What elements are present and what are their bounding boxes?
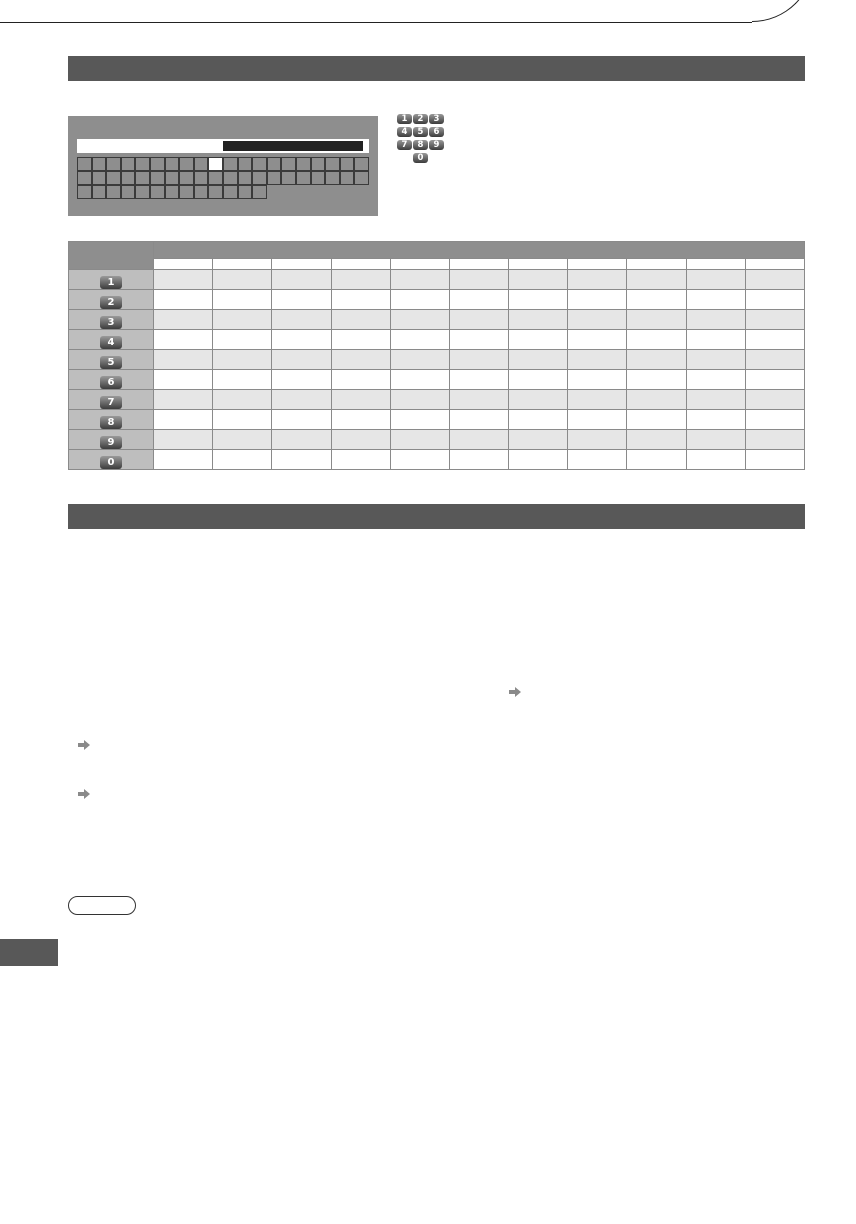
table-cell <box>449 310 508 330</box>
name-input-screen <box>68 116 378 216</box>
keypad-key: 6 <box>429 127 444 137</box>
character-cell[interactable] <box>208 171 223 185</box>
side-section-tab <box>0 939 58 966</box>
numeric-keypad-icon <box>397 114 444 165</box>
table-row <box>69 290 805 310</box>
table-cell <box>745 330 804 350</box>
character-cell[interactable] <box>106 171 121 185</box>
character-cell[interactable] <box>281 157 296 171</box>
table-cell <box>568 390 627 410</box>
character-cell[interactable] <box>311 171 326 185</box>
number-key-icon: 1 <box>100 276 122 289</box>
table-cell <box>627 270 686 290</box>
character-cell[interactable] <box>223 185 238 199</box>
character-cell[interactable] <box>121 171 136 185</box>
table-cell <box>449 270 508 290</box>
keypad-key: 9 <box>429 140 444 150</box>
number-key-icon: 9 <box>100 436 122 449</box>
character-cell[interactable] <box>179 185 194 199</box>
table-cell <box>213 310 272 330</box>
character-cell[interactable] <box>179 171 194 185</box>
table-cell <box>627 290 686 310</box>
table-cell <box>390 450 449 470</box>
character-cell[interactable] <box>238 171 253 185</box>
character-cell[interactable] <box>92 171 107 185</box>
character-cell[interactable] <box>296 157 311 171</box>
table-cell <box>449 330 508 350</box>
table-cell <box>449 370 508 390</box>
table-cell <box>331 410 390 430</box>
table-cell <box>331 430 390 450</box>
table-cell <box>213 370 272 390</box>
table-cell <box>331 450 390 470</box>
table-subheader-cell <box>509 259 568 270</box>
arrow-right-icon <box>78 789 90 799</box>
arrow-right-icon <box>78 740 90 750</box>
table-cell <box>154 390 213 410</box>
table-cell <box>627 350 686 370</box>
table-cell <box>686 310 745 330</box>
table-cell <box>627 370 686 390</box>
table-cell <box>272 390 331 410</box>
table-cell <box>449 350 508 370</box>
number-key-icon: 8 <box>100 416 122 429</box>
table-cell <box>449 410 508 430</box>
table-cell <box>213 430 272 450</box>
table-cell <box>568 310 627 330</box>
table-cell <box>390 310 449 330</box>
character-cell[interactable] <box>252 171 267 185</box>
table-cell <box>213 390 272 410</box>
character-cell[interactable] <box>223 157 238 171</box>
table-cell <box>568 370 627 390</box>
table-cell <box>213 290 272 310</box>
crop-mark-curve <box>752 0 814 22</box>
table-cell <box>745 290 804 310</box>
table-cell <box>686 330 745 350</box>
character-cell[interactable] <box>194 185 209 199</box>
number-key-icon: 7 <box>100 396 122 409</box>
character-cell[interactable] <box>135 157 150 171</box>
table-cell <box>745 430 804 450</box>
table-cell <box>509 450 568 470</box>
table-cell <box>272 370 331 390</box>
note-label-pill <box>68 896 136 915</box>
number-key-icon: 2 <box>100 296 122 309</box>
character-cell[interactable] <box>325 171 340 185</box>
table-cell <box>509 390 568 410</box>
table-row <box>69 430 805 450</box>
character-cell[interactable] <box>252 157 267 171</box>
table-row <box>69 390 805 410</box>
table-cell <box>509 370 568 390</box>
row-key-cell <box>69 430 154 450</box>
character-cell[interactable] <box>179 157 194 171</box>
table-subheader-cell <box>213 259 272 270</box>
table-cell <box>686 430 745 450</box>
table-cell <box>627 330 686 350</box>
table-cell <box>509 270 568 290</box>
character-cell[interactable] <box>340 157 355 171</box>
keypad-key: 8 <box>413 140 428 150</box>
table-corner-cell <box>69 242 154 270</box>
table-cell <box>568 450 627 470</box>
character-cell[interactable] <box>267 157 282 171</box>
table-cell <box>331 330 390 350</box>
table-cell <box>686 410 745 430</box>
section-header-bar-1 <box>68 56 805 81</box>
table-row <box>69 270 805 290</box>
character-cell[interactable] <box>77 185 92 199</box>
table-cell <box>449 430 508 450</box>
character-cell[interactable] <box>208 185 223 199</box>
table-cell <box>568 430 627 450</box>
character-table <box>68 241 805 470</box>
table-cell <box>390 290 449 310</box>
table-cell <box>509 430 568 450</box>
table-cell <box>745 390 804 410</box>
number-key-icon: 3 <box>100 316 122 329</box>
character-cell[interactable] <box>340 171 355 185</box>
table-header <box>154 242 805 259</box>
table-cell <box>213 270 272 290</box>
character-cell[interactable] <box>311 157 326 171</box>
table-cell <box>272 310 331 330</box>
table-cell <box>627 390 686 410</box>
table-cell <box>213 410 272 430</box>
row-key-cell <box>69 370 154 390</box>
character-cell[interactable] <box>325 157 340 171</box>
table-row <box>69 350 805 370</box>
table-cell <box>390 390 449 410</box>
character-cell[interactable] <box>354 157 369 171</box>
character-cell[interactable] <box>194 171 209 185</box>
table-cell <box>272 450 331 470</box>
table-cell <box>331 390 390 410</box>
row-key-cell <box>69 410 154 430</box>
table-cell <box>686 450 745 470</box>
row-key-cell <box>69 350 154 370</box>
table-cell <box>627 310 686 330</box>
table-cell <box>745 270 804 290</box>
table-cell <box>745 450 804 470</box>
table-cell <box>390 330 449 350</box>
character-cell[interactable] <box>296 171 311 185</box>
table-cell <box>331 290 390 310</box>
character-cell[interactable] <box>165 185 180 199</box>
row-key-cell <box>69 310 154 330</box>
table-cell <box>509 350 568 370</box>
row-key-cell <box>69 450 154 470</box>
character-cell[interactable] <box>165 157 180 171</box>
table-cell <box>390 430 449 450</box>
row-key-cell <box>69 330 154 350</box>
table-cell <box>331 310 390 330</box>
table-cell <box>568 330 627 350</box>
table-row <box>69 310 805 330</box>
table-cell <box>154 410 213 430</box>
number-key-icon: 4 <box>100 336 122 349</box>
table-cell <box>154 430 213 450</box>
table-cell <box>331 370 390 390</box>
table-cell <box>154 330 213 350</box>
table-cell <box>627 450 686 470</box>
table-cell <box>509 310 568 330</box>
character-cell[interactable] <box>77 157 92 171</box>
table-cell <box>272 330 331 350</box>
table-row <box>69 450 805 470</box>
character-cell[interactable] <box>150 185 165 199</box>
table-subheader-cell <box>154 259 213 270</box>
character-cell[interactable] <box>165 171 180 185</box>
character-cell[interactable] <box>267 171 282 185</box>
table-cell <box>272 430 331 450</box>
name-field-cursor-area <box>223 141 363 151</box>
character-cell[interactable] <box>135 185 150 199</box>
table-cell <box>449 290 508 310</box>
table-cell <box>213 350 272 370</box>
table-cell <box>272 350 331 370</box>
table-cell <box>154 450 213 470</box>
crop-mark-line <box>0 22 752 23</box>
keypad-key: 3 <box>429 114 444 124</box>
keypad-key: 7 <box>397 140 412 150</box>
table-cell <box>390 410 449 430</box>
table-cell <box>154 370 213 390</box>
character-cell[interactable] <box>252 185 267 199</box>
table-cell <box>154 310 213 330</box>
character-cell[interactable] <box>106 157 121 171</box>
table-subheader-cell <box>745 259 804 270</box>
name-field[interactable] <box>77 139 369 153</box>
character-cell[interactable] <box>223 171 238 185</box>
number-key-icon: 5 <box>100 356 122 369</box>
table-cell <box>390 350 449 370</box>
table-cell <box>331 270 390 290</box>
table-cell <box>449 450 508 470</box>
table-cell <box>568 410 627 430</box>
keypad-key: 1 <box>397 114 412 124</box>
table-row <box>69 370 805 390</box>
character-cell[interactable] <box>194 157 209 171</box>
row-key-cell <box>69 290 154 310</box>
table-row <box>69 330 805 350</box>
character-cell[interactable] <box>121 185 136 199</box>
table-cell <box>154 290 213 310</box>
table-cell <box>213 450 272 470</box>
character-cell[interactable] <box>135 171 150 185</box>
table-subheader-cell <box>627 259 686 270</box>
keypad-key: 2 <box>413 114 428 124</box>
table-subheader-cell <box>331 259 390 270</box>
number-key-icon: 0 <box>100 456 122 469</box>
table-cell <box>449 390 508 410</box>
character-cell[interactable] <box>150 157 165 171</box>
table-cell <box>568 270 627 290</box>
table-cell <box>627 430 686 450</box>
table-cell <box>568 350 627 370</box>
character-cell[interactable] <box>208 157 223 171</box>
table-cell <box>745 410 804 430</box>
row-key-cell <box>69 390 154 410</box>
section-header-bar-2 <box>68 504 805 529</box>
keypad-key: 5 <box>413 127 428 137</box>
table-subheader-cell <box>390 259 449 270</box>
table-cell <box>154 270 213 290</box>
table-cell <box>686 370 745 390</box>
table-cell <box>745 350 804 370</box>
table-subheader-cell <box>272 259 331 270</box>
table-cell <box>331 350 390 370</box>
table-cell <box>686 390 745 410</box>
table-cell <box>154 350 213 370</box>
table-cell <box>509 290 568 310</box>
table-cell <box>745 310 804 330</box>
table-cell <box>272 270 331 290</box>
table-cell <box>686 350 745 370</box>
table-cell <box>509 330 568 350</box>
table-subheader-cell <box>686 259 745 270</box>
table-cell <box>568 290 627 310</box>
character-cell[interactable] <box>92 157 107 171</box>
character-cell[interactable] <box>106 185 121 199</box>
table-cell <box>390 370 449 390</box>
character-cell[interactable] <box>238 157 253 171</box>
table-cell <box>686 270 745 290</box>
character-cell[interactable] <box>77 171 92 185</box>
character-cell[interactable] <box>354 171 369 185</box>
table-subheader-cell <box>449 259 508 270</box>
number-key-icon: 6 <box>100 376 122 389</box>
arrow-right-icon <box>509 687 521 697</box>
character-cell[interactable] <box>121 157 136 171</box>
table-cell <box>745 370 804 390</box>
keypad-key: 4 <box>397 127 412 137</box>
table-cell <box>390 270 449 290</box>
table-cell <box>686 290 745 310</box>
keypad-key: 0 <box>413 153 428 163</box>
table-cell <box>627 410 686 430</box>
row-key-cell <box>69 270 154 290</box>
character-cell[interactable] <box>92 185 107 199</box>
table-cell <box>509 410 568 430</box>
character-cell[interactable] <box>150 171 165 185</box>
character-cell[interactable] <box>238 185 253 199</box>
table-cell <box>272 410 331 430</box>
table-row <box>69 410 805 430</box>
character-cell[interactable] <box>281 171 296 185</box>
character-grid <box>77 157 369 199</box>
table-cell <box>213 330 272 350</box>
table-cell <box>272 290 331 310</box>
table-subheader-cell <box>568 259 627 270</box>
